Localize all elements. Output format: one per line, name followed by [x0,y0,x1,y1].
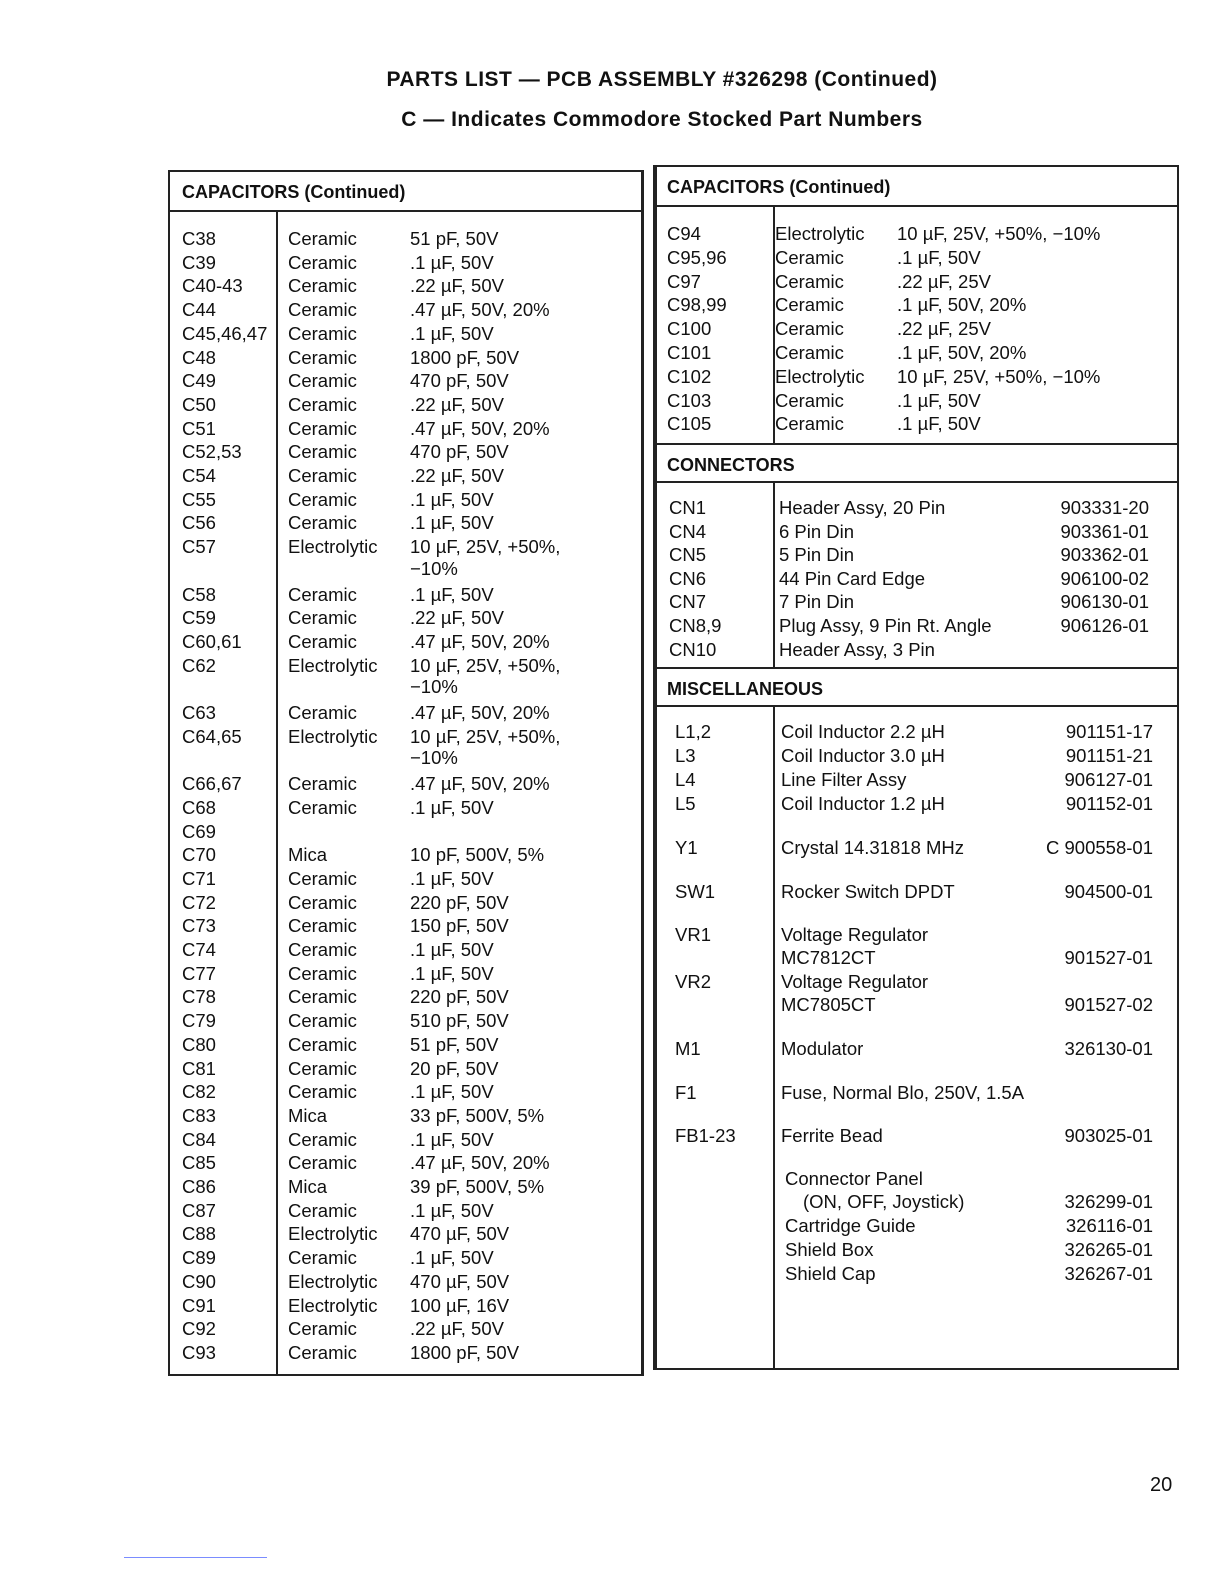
part-description: Header Assy, 20 Pin [779,497,946,518]
part-value: 39 pF, 500V, 5% [410,1176,545,1197]
part-ref: C80 [182,1033,216,1055]
part-description: Voltage Regulator [781,924,929,945]
page-number: 20 [1150,1474,1173,1496]
part-value: .47 µF, 50V, 20% [410,702,550,723]
part-value: 1800 pF, 50V [410,346,520,368]
part-ref: C60,61 [182,630,242,652]
capacitors-table-left [168,170,644,1376]
part-value: 470 µF, 50V [410,1270,510,1292]
part-ref: C45,46,47 [182,322,268,344]
part-type: Ceramic [288,1128,357,1150]
part-value: .47 µF, 50V, 20% [410,299,550,321]
part-description: Coil Inductor 2.2 µH [781,721,945,742]
part-type: Ceramic [288,1010,357,1032]
part-type: Ceramic [775,413,844,435]
part-description: Shield Cap [785,1263,876,1284]
part-ref: C39 [182,251,216,273]
part-value: 1800 pF, 50V [410,1341,520,1363]
part-ref: C86 [182,1176,216,1197]
part-description: 7 Pin Din [779,591,855,613]
part-ref: C91 [182,1294,216,1316]
part-value: .22 µF, 50V [410,607,504,629]
part-value: 10 µF, 25V, +50%, −10% [897,223,1101,244]
part-ref: C82 [182,1081,216,1103]
part-type: Electrolytic [288,1294,378,1316]
part-type: Ceramic [775,246,844,268]
part-value: 33 pF, 500V, 5% [410,1104,545,1126]
part-ref: C68 [182,796,216,818]
part-type: Electrolytic [288,1270,378,1292]
part-ref: FB1-23 [675,1125,736,1146]
part-ref: C74 [182,939,216,960]
part-value: .22 µF, 25V [897,270,991,292]
part-type: Ceramic [288,796,357,818]
parts-table-right [653,165,1179,1370]
part-type: Ceramic [288,322,357,344]
part-ref: VR2 [675,971,711,992]
part-type: Electrolytic [775,223,865,244]
part-value: .1 µF, 50V [897,413,981,435]
part-value: .47 µF, 50V, 20% [410,1152,550,1174]
part-description: (ON, OFF, Joystick) [803,1191,965,1212]
part-type: Electrolytic [775,365,865,387]
page-title: PARTS LIST — PCB ASSEMBLY #326298 (Continued) [386,68,938,91]
part-description: 44 Pin Card Edge [779,567,926,589]
part-type: Ceramic [288,962,357,984]
part-type: Ceramic [775,342,844,363]
part-ref: C83 [182,1104,216,1126]
part-ref: C85 [182,1152,216,1174]
part-ref: CN5 [669,544,707,566]
part-number: 326267-01 [1064,1263,1153,1284]
part-description: Modulator [781,1038,864,1059]
part-number: 906126-01 [1060,615,1149,636]
part-value: .22 µF, 25V [897,318,991,340]
part-ref: C55 [182,488,216,510]
part-ref: C52,53 [182,441,242,463]
part-value: 51 pF, 50V [410,228,499,249]
part-type: Ceramic [288,891,357,913]
part-type: Mica [288,1176,328,1197]
column-divider [773,707,775,1370]
part-number: 326265-01 [1064,1239,1153,1260]
part-value: .47 µF, 50V, 20% [410,773,550,795]
part-type: Ceramic [288,1318,357,1340]
part-ref: F1 [675,1082,697,1103]
part-ref: C49 [182,370,216,392]
part-ref: CN7 [669,591,707,613]
part-ref: C72 [182,891,216,913]
part-description: Crystal 14.31818 MHz [781,837,965,858]
part-value: .1 µF, 50V [410,512,494,534]
part-ref: C93 [182,1341,216,1363]
part-ref: M1 [675,1038,701,1059]
part-ref: C94 [667,223,701,244]
part-description: Plug Assy, 9 Pin Rt. Angle [779,615,992,636]
part-ref: C95,96 [667,246,727,268]
part-type: Ceramic [288,939,357,960]
part-number: 901527-02 [1064,994,1153,1015]
part-value: .1 µF, 50V [410,1081,494,1103]
part-type: Ceramic [288,275,357,297]
part-description: Coil Inductor 3.0 µH [781,745,945,766]
section-heading-capacitors-right: CAPACITORS (Continued) [655,167,1177,207]
part-value: .1 µF, 50V [410,583,494,605]
part-description: Connector Panel [785,1168,923,1189]
part-value: .1 µF, 50V [410,867,494,889]
part-type: Ceramic [288,228,357,249]
part-number: 901151-17 [1065,721,1153,742]
part-type: Ceramic [775,389,844,411]
part-type: Ceramic [288,1152,357,1174]
part-type: Ceramic [288,607,357,629]
part-ref: C54 [182,465,216,486]
part-value: .1 µF, 50V [410,796,494,818]
part-description: Shield Box [785,1239,874,1260]
part-type: Ceramic [775,294,844,316]
part-value: .47 µF, 50V, 20% [410,630,550,652]
part-type: Ceramic [775,318,844,340]
part-value: 470 µF, 50V [410,1223,510,1245]
part-ref: C103 [667,389,712,411]
part-ref: C50 [182,393,216,415]
part-type: Electrolytic [288,725,378,747]
part-ref: C73 [182,915,216,937]
part-type: Ceramic [288,702,357,723]
part-type: Ceramic [288,488,357,510]
part-type: Ceramic [288,583,357,605]
part-ref: C59 [182,607,216,629]
part-description: Cartridge Guide [785,1215,916,1236]
part-ref: C57 [182,536,216,558]
footer-rule [124,1557,267,1558]
part-type: Ceramic [288,986,357,1008]
part-type: Ceramic [288,393,357,415]
part-type: Ceramic [288,1057,357,1079]
part-number: 326116-01 [1065,1215,1153,1236]
part-type: Ceramic [288,1341,357,1363]
part-value: .1 µF, 50V, 20% [897,342,1027,363]
part-description: Header Assy, 3 Pin [779,638,935,660]
part-number: 326299-01 [1064,1191,1153,1212]
part-ref: C77 [182,962,216,984]
part-ref: L4 [675,769,696,790]
part-value-continued: −10% [410,557,458,579]
part-type: Ceramic [288,512,357,534]
part-ref: C92 [182,1318,216,1340]
part-description: 6 Pin Din [779,520,855,542]
part-value: .47 µF, 50V, 20% [410,417,550,439]
part-type: Ceramic [288,630,357,652]
part-value: 10 pF, 500V, 5% [410,844,545,866]
part-ref: L5 [675,793,696,814]
part-ref: SW1 [675,881,716,902]
section-heading-capacitors-left: CAPACITORS (Continued) [170,172,642,212]
part-ref: C102 [667,365,712,387]
part-value: .1 µF, 50V [410,1247,494,1269]
section-heading-miscellaneous: MISCELLANEOUS [655,667,1177,707]
part-value: .22 µF, 50V [410,275,504,297]
part-ref: C105 [667,413,712,435]
part-ref: C87 [182,1199,216,1221]
part-type: Ceramic [288,773,357,795]
part-ref: C51 [182,417,216,439]
part-description: MC7805CT [781,994,876,1015]
part-ref: C79 [182,1010,216,1032]
part-type: Electrolytic [288,536,378,558]
part-ref: C62 [182,654,216,676]
part-ref: L3 [675,745,696,766]
part-value: 10 µF, 25V, +50%, −10% [897,365,1101,387]
part-number: 326130-01 [1064,1038,1153,1059]
part-ref: C100 [667,318,712,340]
part-type: Ceramic [288,465,357,486]
part-value-continued: −10% [410,676,458,698]
part-ref: CN8,9 [669,615,722,636]
part-value: 150 pF, 50V [410,915,509,937]
part-ref: VR1 [675,924,711,945]
part-description: MC7812CT [781,947,876,968]
part-description: Ferrite Bead [781,1125,883,1146]
part-ref: C40-43 [182,275,243,297]
part-ref: C89 [182,1247,216,1269]
part-value: .1 µF, 50V [897,389,981,411]
part-number: 901151-21 [1065,745,1153,766]
column-divider [276,212,278,1376]
part-ref: C48 [182,346,216,368]
part-ref: C101 [667,342,712,363]
part-type: Mica [288,844,328,866]
part-value: .22 µF, 50V [410,393,504,415]
column-divider [773,483,775,667]
part-value: .1 µF, 50V [410,322,494,344]
part-number: 906130-01 [1060,591,1149,613]
part-number: C 900558-01 [1046,837,1153,858]
part-ref: C63 [182,702,216,723]
part-type: Ceramic [288,1081,357,1103]
part-value: 470 pF, 50V [410,370,509,392]
part-ref: CN4 [669,520,707,542]
part-description: 5 Pin Din [779,544,855,566]
part-type: Ceramic [288,441,357,463]
part-number: 906127-01 [1064,769,1153,790]
part-type: Ceramic [288,417,357,439]
part-value: .22 µF, 50V [410,465,504,486]
part-value: .1 µF, 50V [410,1199,494,1221]
part-value: .1 µF, 50V, 20% [897,294,1027,316]
part-value: .1 µF, 50V [410,251,494,273]
part-type: Ceramic [288,299,357,321]
part-ref: C56 [182,512,216,534]
part-type: Ceramic [288,251,357,273]
part-ref: CN6 [669,567,707,589]
part-value: 10 µF, 25V, +50%, [410,654,561,676]
part-ref: C44 [182,299,216,321]
part-ref: C70 [182,844,216,866]
part-value: 10 µF, 25V, +50%, [410,536,561,558]
part-value: 470 pF, 50V [410,441,509,463]
part-ref: C88 [182,1223,216,1245]
part-ref: C90 [182,1270,216,1292]
part-description: Coil Inductor 1.2 µH [781,793,945,814]
part-ref: C58 [182,583,216,605]
part-value: .22 µF, 50V [410,1318,504,1340]
part-value: 510 pF, 50V [410,1010,509,1032]
part-ref: L1,2 [675,721,712,742]
part-number: 903361-01 [1060,520,1149,542]
part-value: 20 pF, 50V [410,1057,499,1079]
part-type: Ceramic [288,915,357,937]
part-ref: C97 [667,270,701,292]
part-number: 903331-20 [1060,497,1149,518]
part-type: Ceramic [775,270,844,292]
part-value: 100 µF, 16V [410,1294,510,1316]
panel-border [641,170,643,1376]
part-value: .1 µF, 50V [410,962,494,984]
part-ref: C38 [182,228,216,249]
part-type: Ceramic [288,370,357,392]
part-number: 903025-01 [1064,1125,1153,1146]
part-type: Electrolytic [288,654,378,676]
part-value: 51 pF, 50V [410,1033,499,1055]
part-value: .1 µF, 50V [897,246,981,268]
part-value: .1 µF, 50V [410,939,494,960]
panel-border [655,165,657,1370]
part-value: .1 µF, 50V [410,488,494,510]
part-number: 903362-01 [1060,544,1149,566]
part-type: Electrolytic [288,1223,378,1245]
part-ref: C78 [182,986,216,1008]
part-value: 220 pF, 50V [410,891,509,913]
page-subtitle: C — Indicates Commodore Stocked Part Numbers [401,108,923,131]
part-ref: C98,99 [667,294,727,316]
part-description: Rocker Switch DPDT [781,881,955,902]
part-type: Mica [288,1104,328,1126]
part-number: 906100-02 [1060,567,1149,589]
part-ref: C69 [182,820,216,842]
part-value: 220 pF, 50V [410,986,509,1008]
part-description: Fuse, Normal Blo, 250V, 1.5A [781,1082,1025,1103]
part-type: Ceramic [288,867,357,889]
part-type: Ceramic [288,346,357,368]
part-description: Line Filter Assy [781,769,907,790]
part-value: 10 µF, 25V, +50%, [410,725,561,747]
part-type: Ceramic [288,1199,357,1221]
part-ref: C66,67 [182,773,242,795]
part-ref: Y1 [675,837,698,858]
section-heading-connectors: CONNECTORS [655,443,1177,483]
part-description: Voltage Regulator [781,971,929,992]
part-number: 901527-01 [1064,947,1153,968]
part-ref: C71 [182,867,216,889]
part-ref: CN1 [669,497,707,518]
part-type: Ceramic [288,1247,357,1269]
part-value-continued: −10% [410,747,458,769]
part-number: 901152-01 [1065,793,1153,814]
part-type: Ceramic [288,1033,357,1055]
part-ref: C81 [182,1057,216,1079]
part-ref: CN10 [669,638,717,660]
part-ref: C64,65 [182,725,242,747]
part-value: .1 µF, 50V [410,1128,494,1150]
part-number: 904500-01 [1064,881,1153,902]
part-ref: C84 [182,1128,216,1150]
